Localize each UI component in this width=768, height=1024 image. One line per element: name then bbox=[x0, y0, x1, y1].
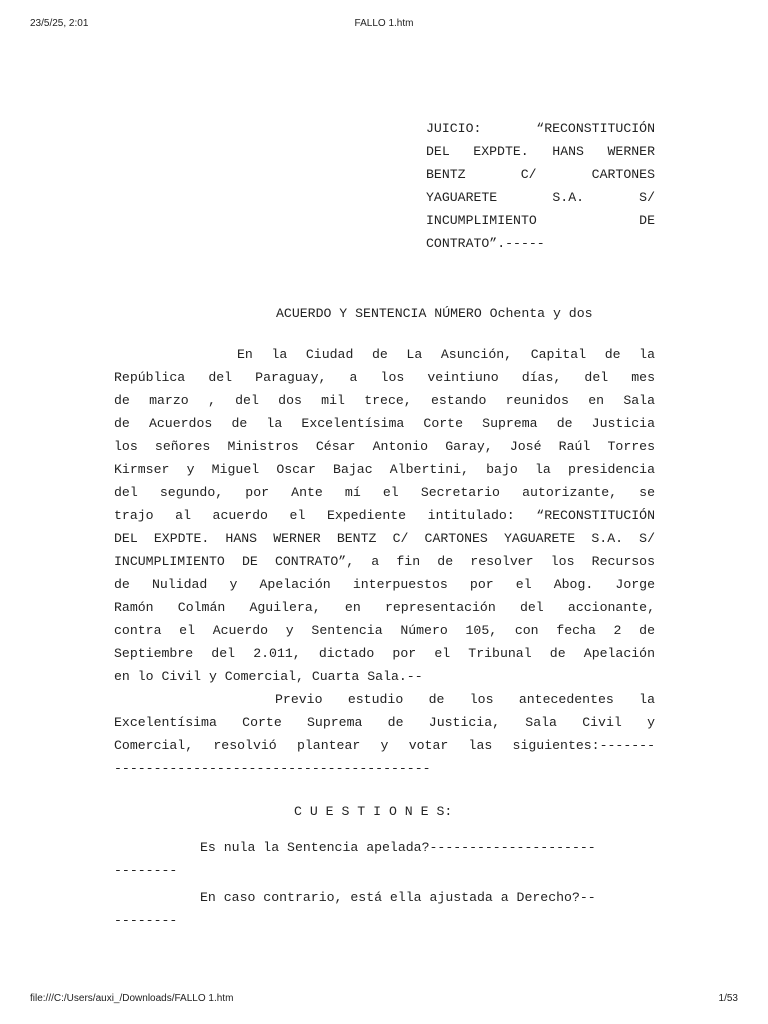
body-line: Septiembre del 2.011, dictado por el Tribunal de Apelación bbox=[114, 646, 655, 661]
question-1-continuation: -------- bbox=[114, 863, 178, 878]
caption-line: YAGUARETE S.A. S/ bbox=[426, 190, 655, 205]
body-line: República del Paraguay, a los veintiuno días, del mes bbox=[114, 370, 655, 385]
print-datetime: 23/5/25, 2:01 bbox=[30, 18, 89, 29]
body-line: Kirmser y Miguel Oscar Bajac Albertini, bajo la presidencia bbox=[114, 462, 655, 477]
body-line: trajo al acuerdo el Expediente intitulado: “RECONSTITUCIÓN bbox=[114, 508, 655, 523]
body-line: DEL EXPDTE. HANS WERNER BENTZ C/ CARTONES YAGUARETE S.A. S/ bbox=[114, 531, 655, 546]
caption-line: DEL EXPDTE. HANS WERNER bbox=[426, 144, 655, 159]
case-caption bbox=[426, 117, 655, 255]
caption-line: INCUMPLIMIENTO DE bbox=[426, 213, 655, 228]
body-line: ---------------------------------------- bbox=[114, 761, 431, 776]
print-file-path: file:///C:/Users/auxi_/Downloads/FALLO 1.htm bbox=[30, 993, 234, 1004]
question-1-line: Es nula la Sentencia apelada?--------------------- bbox=[200, 840, 596, 855]
question-2-line: En caso contrario, está ella ajustada a Derecho?-- bbox=[200, 890, 596, 905]
body-line: Comercial, resolvió plantear y votar las siguientes:------- bbox=[114, 738, 655, 753]
body-line: Excelentísima Corte Suprema de Justicia, Sala Civil y bbox=[114, 715, 655, 730]
question-1 bbox=[114, 836, 655, 882]
acuerdo-heading: ACUERDO Y SENTENCIA NÚMERO Ochenta y dos bbox=[276, 306, 593, 321]
body-line: en lo Civil y Comercial, Cuarta Sala.-- bbox=[114, 669, 423, 684]
body-line: En la Ciudad de La Asunción, Capital de la bbox=[237, 347, 655, 362]
caption-line: BENTZ C/ CARTONES bbox=[426, 167, 655, 182]
body-text bbox=[114, 343, 655, 780]
body-line: los señores Ministros César Antonio Garay, José Raúl Torres bbox=[114, 439, 655, 454]
body-line: de Nulidad y Apelación interpuestos por el Abog. Jorge bbox=[114, 577, 655, 592]
caption-line: JUICIO: “RECONSTITUCIÓN bbox=[426, 121, 655, 136]
print-title: FALLO 1.htm bbox=[354, 18, 414, 29]
print-page-number: 1/53 bbox=[718, 993, 738, 1004]
body-line: Previo estudio de los antecedentes la bbox=[275, 692, 655, 707]
body-line: contra el Acuerdo y Sentencia Número 105, con fecha 2 de bbox=[114, 623, 655, 638]
caption-line: CONTRATO”.----- bbox=[426, 236, 545, 251]
body-line: de marzo , del dos mil trece, estando reunidos en Sala bbox=[114, 393, 655, 408]
question-2-continuation: -------- bbox=[114, 913, 178, 928]
cuestiones-heading: C U E S T I O N E S: bbox=[294, 804, 453, 819]
body-line: INCUMPLIMIENTO DE CONTRATO”, a fin de resolver los Recursos bbox=[114, 554, 655, 569]
question-2 bbox=[114, 886, 655, 932]
body-line: Ramón Colmán Aguilera, en representación del accionante, bbox=[114, 600, 655, 615]
body-line: del segundo, por Ante mí el Secretario autorizante, se bbox=[114, 485, 655, 500]
body-line: de Acuerdos de la Excelentísima Corte Suprema de Justicia bbox=[114, 416, 655, 431]
